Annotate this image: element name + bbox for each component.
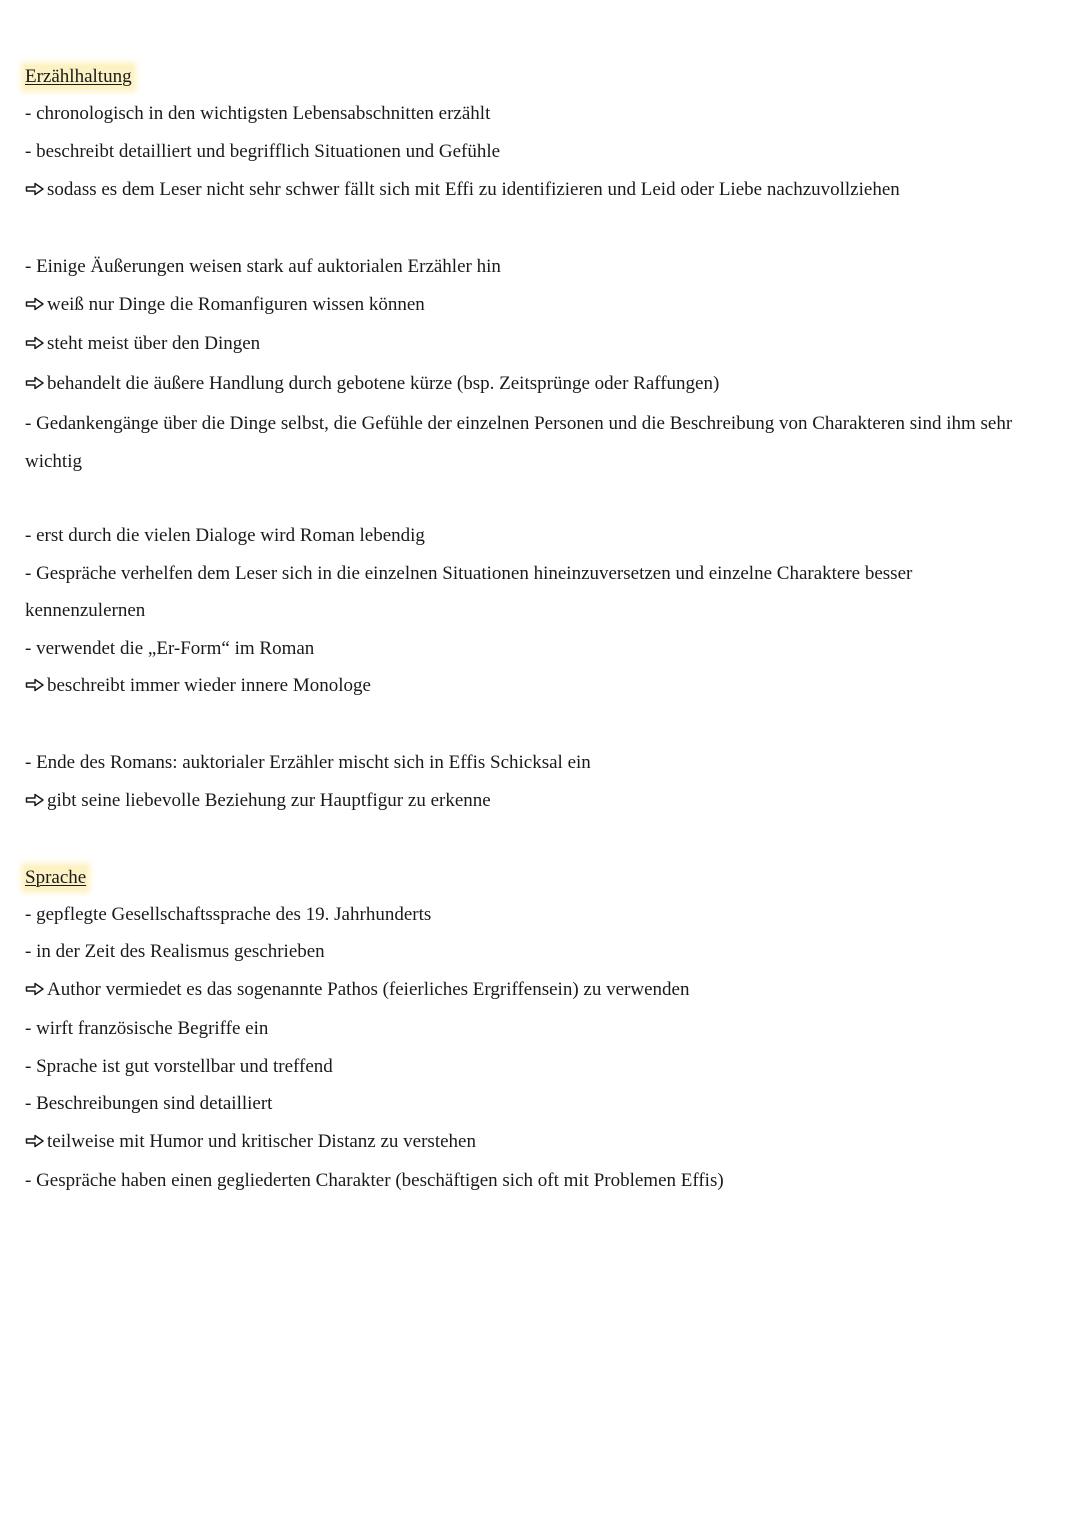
arrow-line-text: Author vermiedet es das sogenannte Pathos (feierliches Ergriffensein) zu verwenden xyxy=(47,979,690,1000)
right-arrow-outline-icon xyxy=(25,297,45,311)
text-line: - chronologisch in den wichtigsten Lebensabschnitten erzählt xyxy=(25,103,491,124)
text-line: - Beschreibungen sind detailliert xyxy=(25,1093,273,1114)
arrow-line xyxy=(25,178,900,202)
arrow-line xyxy=(25,674,371,698)
arrow-line-text: behandelt die äußere Handlung durch gebotene kürze (bsp. Zeitsprünge oder Raffungen) xyxy=(47,373,720,394)
text-line: wichtig xyxy=(25,451,82,472)
text-line: - verwendet die „Er-Form“ im Roman xyxy=(25,638,315,659)
arrow-line xyxy=(25,978,689,1002)
arrow-line-text: steht meist über den Dingen xyxy=(47,333,261,354)
arrow-line xyxy=(25,372,719,396)
text-line: kennenzulernen xyxy=(25,600,146,621)
text-line: - Gespräche verhelfen dem Leser sich in die einzelnen Situationen hineinzuversetzen und einzelne Charaktere besser xyxy=(25,563,913,584)
arrow-line-text: gibt seine liebevolle Beziehung zur Hauptfigur zu erkenne xyxy=(47,790,491,811)
text-line: - Sprache ist gut vorstellbar und treffend xyxy=(25,1056,333,1077)
text-line: - wirft französische Begriffe ein xyxy=(25,1018,269,1039)
text-line: - erst durch die vielen Dialoge wird Roman lebendig xyxy=(25,525,425,546)
arrow-line xyxy=(25,1130,476,1154)
arrow-line xyxy=(25,332,260,356)
text-line: - Gespräche haben einen gegliederten Charakter (beschäftigen sich oft mit Problemen Effis) xyxy=(25,1170,724,1191)
right-arrow-outline-icon xyxy=(25,1134,45,1148)
right-arrow-outline-icon xyxy=(25,376,45,390)
arrow-line-text: weiß nur Dinge die Romanfiguren wissen können xyxy=(47,294,425,315)
text-line: - in der Zeit des Realismus geschrieben xyxy=(25,941,325,962)
right-arrow-outline-icon xyxy=(25,982,45,996)
arrow-line-text: sodass es dem Leser nicht sehr schwer fällt sich mit Effi zu identifizieren und Leid oder Liebe nachzuvollziehen xyxy=(47,179,900,200)
right-arrow-outline-icon xyxy=(25,793,45,807)
section-heading-sprache: Sprache xyxy=(25,867,87,888)
text-line: - Einige Äußerungen weisen stark auf auktorialen Erzähler hin xyxy=(25,256,501,277)
text-line: - Gedankengänge über die Dinge selbst, die Gefühle der einzelnen Personen und die Beschreibung von Charakteren sind ihm sehr xyxy=(25,413,1013,434)
right-arrow-outline-icon xyxy=(25,678,45,692)
right-arrow-outline-icon xyxy=(25,336,45,350)
arrow-line xyxy=(25,293,425,317)
arrow-line-text: teilweise mit Humor und kritischer Distanz zu verstehen xyxy=(47,1131,476,1152)
text-line: - gepflegte Gesellschaftssprache des 19. Jahrhunderts xyxy=(25,904,432,925)
arrow-line-text: beschreibt immer wieder innere Monologe xyxy=(47,675,371,696)
section-heading-erzaehlhaltung: Erzählhaltung xyxy=(25,66,132,87)
text-line: - beschreibt detailliert und begrifflich Situationen und Gefühle xyxy=(25,141,501,162)
arrow-line xyxy=(25,789,491,813)
right-arrow-outline-icon xyxy=(25,182,45,196)
text-line: - Ende des Romans: auktorialer Erzähler mischt sich in Effis Schicksal ein xyxy=(25,752,591,773)
